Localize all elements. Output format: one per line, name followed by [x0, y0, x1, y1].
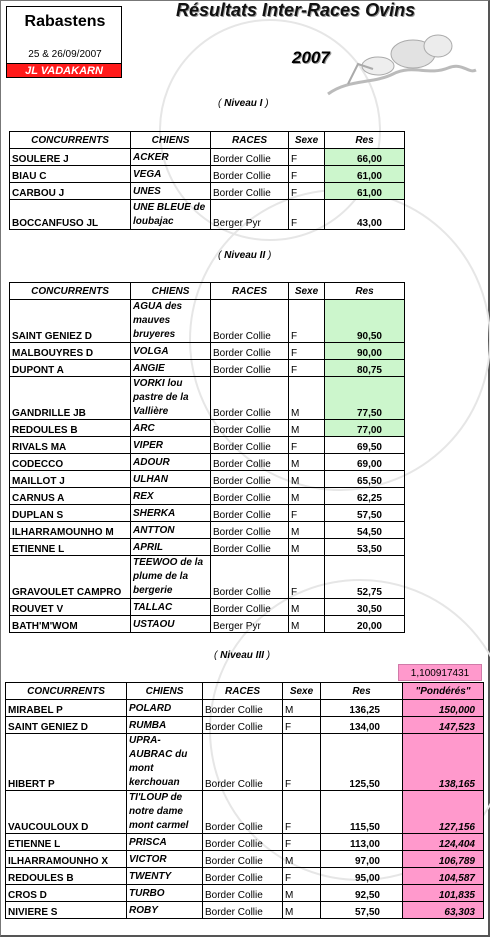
dog-name: TEEWOO de la plume de la bergerie — [131, 556, 211, 599]
weighted-result: 106,789 — [403, 851, 484, 868]
table-row — [6, 791, 484, 834]
sex: M — [289, 420, 325, 437]
competitor-name: VAUCOULOUX D — [6, 791, 127, 834]
breed: Border Collie — [211, 522, 289, 539]
dog-name: VIPER — [131, 437, 211, 454]
sex: M — [289, 377, 325, 420]
dog-name: SHERKA — [131, 505, 211, 522]
col-breeds: RACES — [203, 683, 283, 700]
breed: Border Collie — [211, 149, 289, 166]
col-weighted: "Pondérés" — [403, 683, 484, 700]
competitor-name: DUPONT A — [10, 360, 131, 377]
sex: F — [283, 868, 321, 885]
table-row — [10, 149, 405, 166]
result: 69,50 — [325, 437, 405, 454]
competitor-name: CROS D — [6, 885, 127, 902]
sex: F — [289, 437, 325, 454]
competitor-name: REDOULES B — [6, 868, 127, 885]
competitor-name: CODECCO — [10, 454, 131, 471]
dog-name: UNES — [131, 183, 211, 200]
breed: Border Collie — [211, 471, 289, 488]
table-row — [6, 902, 484, 919]
sheepdog-logo-icon — [318, 24, 480, 98]
dog-name: ARC — [131, 420, 211, 437]
table-row — [10, 166, 405, 183]
dog-name: PRISCA — [127, 834, 203, 851]
col-result: Res — [325, 132, 405, 149]
weighted-result: 104,587 — [403, 868, 484, 885]
table-row — [10, 556, 405, 599]
competitor-name: BOCCANFUSO JL — [10, 200, 131, 230]
breed: Border Collie — [203, 885, 283, 902]
table-row — [10, 488, 405, 505]
competitor-name: GANDRILLE JB — [10, 377, 131, 420]
dog-name: VICTOR — [127, 851, 203, 868]
competitor-name: HIBERT P — [6, 734, 127, 791]
dog-name: TURBO — [127, 885, 203, 902]
sex: F — [289, 360, 325, 377]
competitor-name: REDOULES B — [10, 420, 131, 437]
sex: F — [283, 834, 321, 851]
sex: F — [289, 505, 325, 522]
table-header-row — [6, 683, 484, 700]
breed: Border Collie — [211, 539, 289, 556]
col-sex: Sexe — [289, 132, 325, 149]
result: 57,50 — [325, 505, 405, 522]
sex: M — [283, 700, 321, 717]
competitor-name: RIVALS MA — [10, 437, 131, 454]
breed: Border Collie — [211, 183, 289, 200]
col-dogs: CHIENS — [127, 683, 203, 700]
breed: Border Collie — [211, 488, 289, 505]
col-result: Res — [321, 683, 403, 700]
weighted-result: 150,000 — [403, 700, 484, 717]
breed: Border Collie — [203, 902, 283, 919]
table-row — [10, 599, 405, 616]
result: 30,50 — [325, 599, 405, 616]
table-row — [10, 377, 405, 420]
result: 77,00 — [325, 420, 405, 437]
table-row — [10, 616, 405, 633]
result: 136,25 — [321, 700, 403, 717]
weighted-result: 124,404 — [403, 834, 484, 851]
weighted-result: 147,523 — [403, 717, 484, 734]
competitor-name: SAINT GENIEZ D — [6, 717, 127, 734]
table-row — [10, 420, 405, 437]
table-row — [10, 300, 405, 343]
result: 125,50 — [321, 734, 403, 791]
breed: Border Collie — [203, 734, 283, 791]
competitor-name: DUPLAN S — [10, 505, 131, 522]
breed: Berger Pyr — [211, 616, 289, 633]
result: 65,50 — [325, 471, 405, 488]
table-row — [6, 834, 484, 851]
breed: Berger Pyr — [211, 200, 289, 230]
breed: Border Collie — [203, 700, 283, 717]
competitor-name: MIRABEL P — [6, 700, 127, 717]
competitor-name: BIAU C — [10, 166, 131, 183]
col-competitors: CONCURRENTS — [10, 132, 131, 149]
col-competitors: CONCURRENTS — [6, 683, 127, 700]
table-row — [6, 700, 484, 717]
dog-name: UNE BLEUE de loubajac — [131, 200, 211, 230]
result: 54,50 — [325, 522, 405, 539]
result: 92,50 — [321, 885, 403, 902]
weighting-coefficient: 1,100917431 — [398, 664, 482, 681]
level-2-label: ( Niveau II ) — [218, 250, 272, 261]
level-1-table — [9, 131, 405, 230]
table-row — [10, 471, 405, 488]
breed: Border Collie — [211, 343, 289, 360]
competitor-name: SAINT GENIEZ D — [10, 300, 131, 343]
breed: Border Collie — [211, 420, 289, 437]
dog-name: TALLAC — [131, 599, 211, 616]
dog-name: ADOUR — [131, 454, 211, 471]
competitor-name: MALBOUYRES D — [10, 343, 131, 360]
competitor-name: MAILLOT J — [10, 471, 131, 488]
result: 62,25 — [325, 488, 405, 505]
col-dogs: CHIENS — [131, 132, 211, 149]
sex: F — [289, 200, 325, 230]
sex: M — [283, 902, 321, 919]
breed: Border Collie — [211, 556, 289, 599]
weighted-result: 127,156 — [403, 791, 484, 834]
sex: F — [289, 343, 325, 360]
result: 52,75 — [325, 556, 405, 599]
result: 20,00 — [325, 616, 405, 633]
breed: Border Collie — [211, 599, 289, 616]
dog-name: VOLGA — [131, 343, 211, 360]
competitor-name: CARBOU J — [10, 183, 131, 200]
page-title: Résultats Inter-Races Ovins — [176, 0, 416, 20]
table-row — [6, 734, 484, 791]
table-row — [10, 343, 405, 360]
table-row — [6, 868, 484, 885]
sex: F — [283, 717, 321, 734]
result: 69,00 — [325, 454, 405, 471]
sex: M — [289, 539, 325, 556]
event-dates: 25 & 26/09/2007 — [28, 49, 102, 60]
sex: M — [289, 471, 325, 488]
result: 53,50 — [325, 539, 405, 556]
weighted-result: 63,303 — [403, 902, 484, 919]
competitor-name: SOULERE J — [10, 149, 131, 166]
breed: Border Collie — [203, 834, 283, 851]
level-1-label: ( Niveau I ) — [218, 98, 269, 109]
result: 61,00 — [325, 183, 405, 200]
col-breeds: RACES — [211, 132, 289, 149]
level-3-table — [5, 682, 484, 919]
table-header-row — [10, 283, 405, 300]
result: 97,00 — [321, 851, 403, 868]
sex: M — [289, 454, 325, 471]
sex: F — [283, 734, 321, 791]
table-row — [10, 454, 405, 471]
level-3-label: ( Niveau III ) — [214, 650, 271, 661]
breed: Border Collie — [211, 377, 289, 420]
sex: F — [289, 183, 325, 200]
breed: Border Collie — [203, 868, 283, 885]
breed: Border Collie — [211, 166, 289, 183]
table-row — [10, 360, 405, 377]
sex: M — [283, 885, 321, 902]
table-row — [10, 522, 405, 539]
competitor-name: ETIENNE L — [10, 539, 131, 556]
competitor-name: ETIENNE L — [6, 834, 127, 851]
col-competitors: CONCURRENTS — [10, 283, 131, 300]
table-row — [10, 505, 405, 522]
result: 95,00 — [321, 868, 403, 885]
competitor-name: ROUVET V — [10, 599, 131, 616]
result: 57,50 — [321, 902, 403, 919]
result: 134,00 — [321, 717, 403, 734]
table-row — [6, 717, 484, 734]
dog-name: TWENTY — [127, 868, 203, 885]
breed: Border Collie — [203, 791, 283, 834]
breed: Border Collie — [211, 360, 289, 377]
result: 43,00 — [325, 200, 405, 230]
breed: Border Collie — [211, 505, 289, 522]
dog-name: USTAOU — [131, 616, 211, 633]
result: 113,00 — [321, 834, 403, 851]
breed: Border Collie — [211, 454, 289, 471]
competitor-name: CARNUS A — [10, 488, 131, 505]
sex: M — [289, 522, 325, 539]
dog-name: ROBY — [127, 902, 203, 919]
col-dogs: CHIENS — [131, 283, 211, 300]
dog-name: UPRA-AUBRAC du mont kerchouan — [127, 734, 203, 791]
sex: F — [283, 791, 321, 834]
page-year: 2007 — [292, 48, 330, 67]
table-row — [6, 851, 484, 868]
dog-name: TI'LOUP de notre dame mont carmel — [127, 791, 203, 834]
dog-name: ANTTON — [131, 522, 211, 539]
dog-name: REX — [131, 488, 211, 505]
dog-name: ANGIE — [131, 360, 211, 377]
sex: M — [289, 488, 325, 505]
sex: M — [283, 851, 321, 868]
judge-name: JL VADAKARN — [7, 63, 121, 77]
table-row — [10, 539, 405, 556]
table-row — [6, 885, 484, 902]
breed: Border Collie — [203, 851, 283, 868]
result: 77,50 — [325, 377, 405, 420]
event-info-box — [6, 6, 122, 78]
table-row — [10, 437, 405, 454]
competitor-name: GRAVOULET CAMPRO — [10, 556, 131, 599]
dog-name: POLARD — [127, 700, 203, 717]
sex: M — [289, 616, 325, 633]
col-sex: Sexe — [283, 683, 321, 700]
dog-name: APRIL — [131, 539, 211, 556]
dog-name: ULHAN — [131, 471, 211, 488]
dog-name: AGUA des mauves bruyeres — [131, 300, 211, 343]
sex: F — [289, 166, 325, 183]
competitor-name: NIVIERE S — [6, 902, 127, 919]
dog-name: ACKER — [131, 149, 211, 166]
result: 90,00 — [325, 343, 405, 360]
breed: Border Collie — [203, 717, 283, 734]
weighted-result: 138,165 — [403, 734, 484, 791]
competitor-name: BATH'M'WOM — [10, 616, 131, 633]
dog-name: RUMBA — [127, 717, 203, 734]
sex: M — [289, 599, 325, 616]
event-town: Rabastens — [24, 13, 106, 30]
result: 66,00 — [325, 149, 405, 166]
competitor-name: ILHARRAMOUNHO M — [10, 522, 131, 539]
result: 90,50 — [325, 300, 405, 343]
result: 80,75 — [325, 360, 405, 377]
col-sex: Sexe — [289, 283, 325, 300]
table-header-row — [10, 132, 405, 149]
result: 115,50 — [321, 791, 403, 834]
table-row — [10, 183, 405, 200]
sex: F — [289, 556, 325, 599]
breed: Border Collie — [211, 300, 289, 343]
col-result: Res — [325, 283, 405, 300]
table-row — [10, 200, 405, 230]
weighted-result: 101,835 — [403, 885, 484, 902]
competitor-name: ILHARRAMOUNHO X — [6, 851, 127, 868]
breed: Border Collie — [211, 437, 289, 454]
sex: F — [289, 300, 325, 343]
col-breeds: RACES — [211, 283, 289, 300]
level-2-table — [9, 282, 405, 633]
dog-name: VEGA — [131, 166, 211, 183]
sex: F — [289, 149, 325, 166]
dog-name: VORKI lou pastre de la Vallière — [131, 377, 211, 420]
result: 61,00 — [325, 166, 405, 183]
